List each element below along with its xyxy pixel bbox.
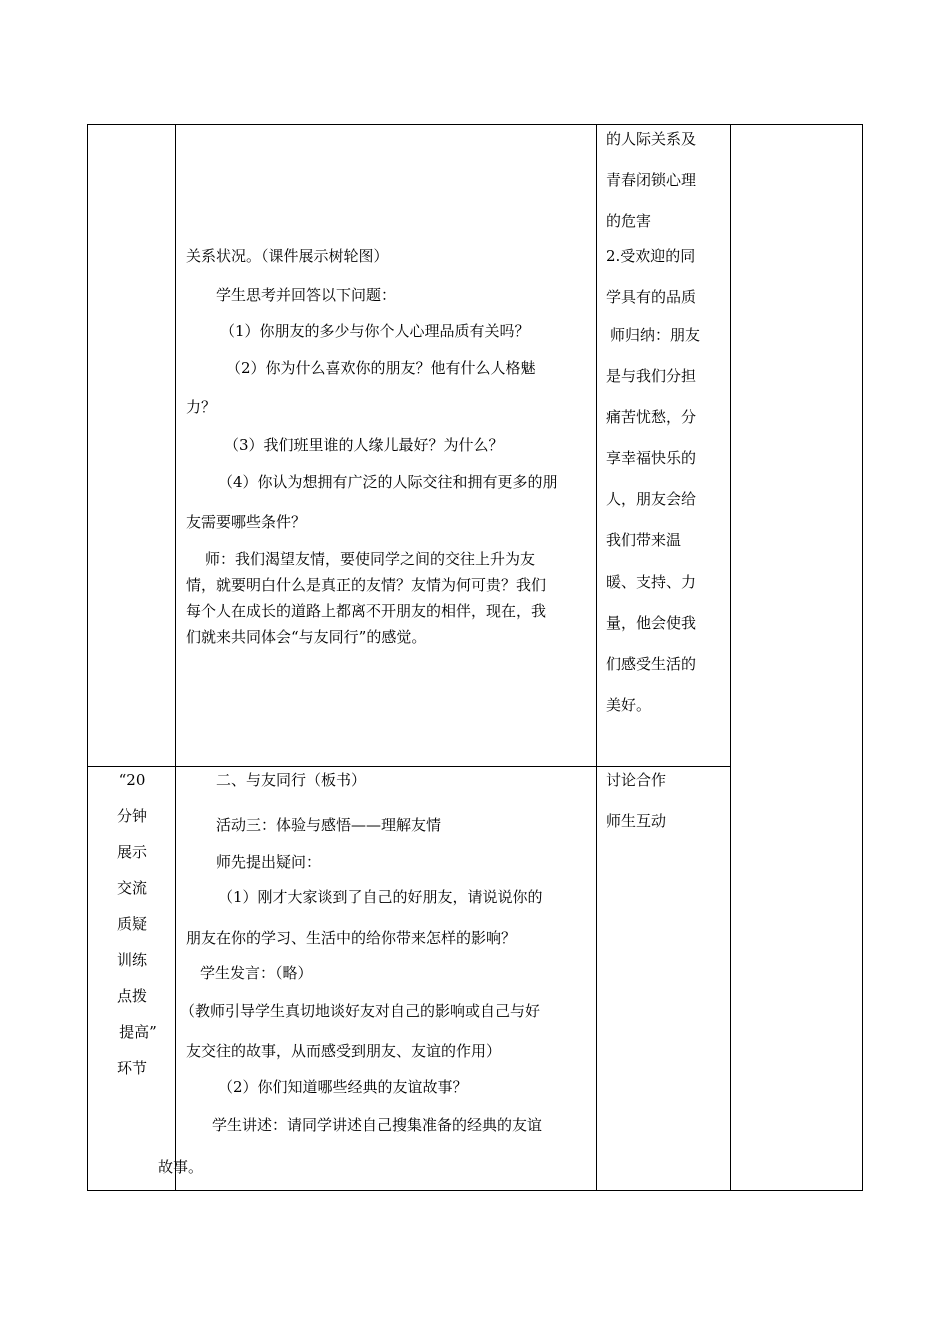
stage-label-text: 展示 (116, 843, 147, 861)
row-divider (87, 766, 731, 767)
row1-side-text: 是与我们分担 (606, 367, 697, 385)
column-divider-1 (175, 124, 176, 1191)
row2-main-text: 学生讲述：请同学讲述自己搜集准备的经典的友谊 (212, 1116, 543, 1134)
table-top-border (87, 124, 863, 125)
row1-side-text: 的人际关系及 (606, 130, 697, 148)
stage-label-text: “20 (118, 771, 146, 789)
column-divider-3 (730, 124, 731, 1191)
stage-label-text: 训练 (116, 951, 147, 969)
table-bottom-border (87, 1190, 863, 1191)
table-right-border (862, 124, 863, 1191)
row1-main-text: 师：我们渴望友情，要使同学之间的交往上升为友 (205, 550, 536, 568)
row1-side-text: 痛苦忧愁，分 (606, 408, 697, 426)
row2-side-text: 讨论合作 (606, 771, 667, 789)
stage-label-text: 交流 (116, 879, 147, 897)
stage-label-text: 提高” (119, 1023, 157, 1041)
row2-main-text: （1）刚才大家谈到了自己的好朋友，请说说你的 (218, 888, 543, 906)
row2-main-text: 朋友在你的学习、生活中的给你带来怎样的影响？ (186, 929, 517, 947)
column-divider-2 (596, 124, 597, 1191)
row1-side-text: 人，朋友会给 (606, 490, 697, 508)
row2-main-text: 师先提出疑问： (216, 853, 322, 871)
row1-side-text: 量，他会使我 (606, 614, 697, 632)
row2-main-text: 二、与友同行（板书） (216, 771, 367, 789)
row1-side-text: 的危害 (606, 212, 652, 230)
row1-side-text: 暖、支持、力 (606, 573, 697, 591)
row1-main-text: 关系状况。（课件展示树轮图） (186, 247, 389, 265)
row1-main-text: （3）我们班里谁的人缘儿最好？为什么？ (224, 436, 504, 454)
row1-main-text: 力？ (186, 398, 217, 416)
row1-side-text: 师归纳：朋友 (610, 326, 701, 344)
stage-label-text: 点拨 (116, 987, 147, 1005)
row2-side-text: 师生互动 (606, 812, 667, 830)
row1-main-text: （1）你朋友的多少与你个人心理品质有关吗？ (220, 322, 530, 340)
row1-side-text: 我们带来温 (606, 531, 682, 549)
row1-main-text: 友需要哪些条件？ (186, 513, 307, 531)
row2-main-text: 活动三：体验与感悟——理解友情 (216, 816, 442, 834)
row2-main-text: 故事。 (158, 1158, 204, 1176)
stage-label-text: 质疑 (116, 915, 147, 933)
row2-main-text: （2）你们知道哪些经典的友谊故事？ (218, 1078, 468, 1096)
row1-main-text: 每个人在成长的道路上都离不开朋友的相伴，现在，我 (186, 602, 547, 620)
row1-side-text: 享幸福快乐的 (606, 449, 697, 467)
row1-main-text: （4）你认为想拥有广泛的人际交往和拥有更多的朋 (218, 473, 558, 491)
row1-main-text: （2）你为什么喜欢你的朋友？他有什么人格魅 (226, 359, 536, 377)
row1-main-text: 们就来共同体会“与友同行”的感觉。 (186, 628, 427, 646)
row1-main-text: 情，就要明白什么是真正的友情？友情为何可贵？我们 (186, 576, 547, 594)
row1-side-text: 青春闭锁心理 (606, 171, 697, 189)
row1-main-text: 学生思考并回答以下问题： (216, 286, 397, 304)
row2-main-text: 友交往的故事，从而感受到朋友、友谊的作用） (186, 1042, 502, 1060)
row1-side-text: 们感受生活的 (606, 655, 697, 673)
row1-side-text: 学具有的品质 (606, 288, 697, 306)
row2-main-text: （教师引导学生真切地谈好友对自己的影响或自己与好 (180, 1002, 541, 1020)
stage-label-text: 环节 (116, 1059, 147, 1077)
stage-label-text: 分钟 (116, 807, 147, 825)
row2-main-text: 学生发言：（略） (200, 964, 313, 982)
table-left-border (87, 124, 88, 1191)
row1-side-text: 美好。 (606, 696, 652, 714)
row1-side-text: 2.受欢迎的同 (606, 247, 696, 265)
